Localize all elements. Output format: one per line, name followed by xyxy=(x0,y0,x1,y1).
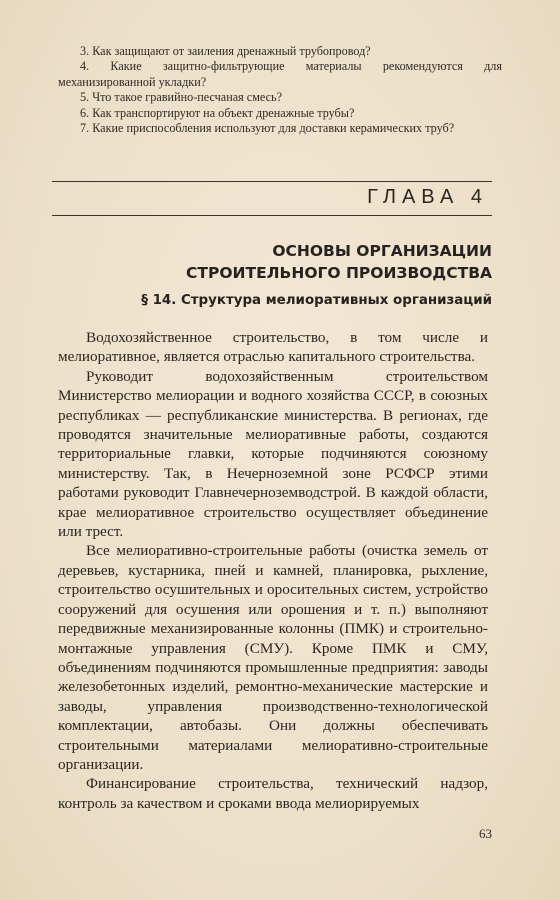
question-item: 7. Какие приспособления используют для доставки керамических труб? xyxy=(80,121,455,136)
paragraph: Руководит водохозяйственным строительством Министерство мелиорации и водного хозяйства СССР, в союзных республиках — республиканские министерства. В регионах, где проводятся значительные мелиоративные работы, создаются территориальные главки, которые подчиняются союзному министерству. Так, в Нечерноземной зоне РСФСР этими работами руководит Главнечерноземводстрой. В каждой области, крае мелиоративное строительство осуществляет объединение или трест. xyxy=(58,367,488,541)
chapter-rule-bottom xyxy=(52,215,492,216)
paragraph: Водохозяйственное строительство, в том числе и мелиоративное, является отраслью капитального строительства. xyxy=(58,329,488,366)
review-questions xyxy=(58,44,502,136)
chapter-rule-top xyxy=(52,181,492,182)
chapter-heading: ГЛАВА 4 xyxy=(367,186,488,208)
chapter-title-line: ОСНОВЫ ОРГАНИЗАЦИИ xyxy=(272,242,492,260)
page-number: 63 xyxy=(479,826,492,841)
question-item: 5. Что такое гравийно-песчаная смесь? xyxy=(80,90,283,105)
question-item: 3. Как защищают от заиления дренажный трубопровод? xyxy=(80,44,371,58)
question-item: 6. Как транспортируют на объект дренажные трубы? xyxy=(80,105,355,120)
chapter-title xyxy=(52,240,492,284)
chapter-title-line: СТРОИТЕЛЬНОГО ПРОИЗВОДСТВА xyxy=(186,264,492,282)
section-heading: § 14. Структура мелиоративных организаций xyxy=(141,293,492,308)
question-item: 4. Какие защитно-фильтрующие материалы рекомендуются для механизированной укладки? xyxy=(58,59,502,89)
paragraph: Все мелиоративно-строительные работы (очистка земель от деревьев, кустарника, пней и камней, планировка, рыхление, строительство осушительных и оросительных систем, устройство сооружений для осушения или орошения и т. п.) выполняют передвижные механизированные колонны (ПМК) и строительно-монтажные управления (СМУ). Кроме ПМК и СМУ, объединениям подчиняются промышленные предприятия: заводы железобетонных изделий, ремонтно-механические мастерские и заводы, управления производственно-технологической комплектации, автобазы. Они должны обеспечивать строительными материалами мелиоративно-строительные организации. xyxy=(58,542,488,773)
paragraph: Финансирование строительства, технический надзор, контроль за качеством и сроками ввода мелиорируемых xyxy=(58,775,488,812)
body-text xyxy=(58,328,488,813)
